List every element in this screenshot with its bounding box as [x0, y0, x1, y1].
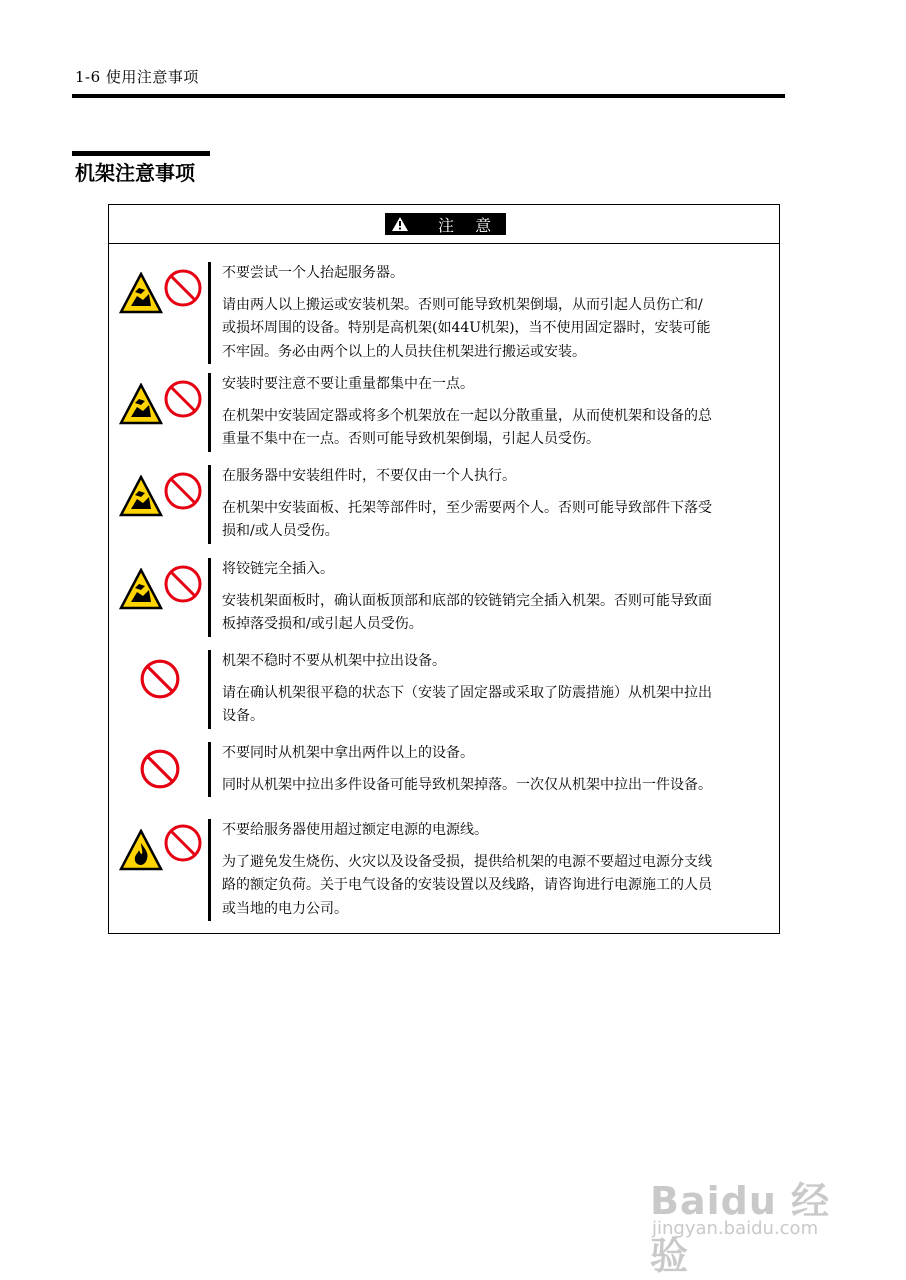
caution-item-line: 或损坏周围的设备。特别是高机架(如44U机架)，当不使用固定器时，安装可能 — [222, 320, 711, 336]
caution-item-line: 损和/或人员受伤。 — [222, 523, 339, 539]
caution-item-heading: 在服务器中安装组件时，不要仅由一个人执行。 — [222, 468, 516, 484]
caution-item-text — [208, 558, 777, 637]
caution-item-line: 在机架中安装固定器或将多个机架放在一起以分散重量，从而使机架和设备的总 — [222, 407, 712, 424]
caution-item-text — [208, 465, 777, 544]
caution-item-heading: 不要尝试一个人抬起服务器。 — [222, 265, 404, 281]
warning-triangle-icon — [392, 217, 408, 231]
caution-item-line: 或当地的电力公司。 — [222, 900, 348, 917]
caution-item-text — [208, 262, 777, 364]
caution-item-line: 为了避免发生烧伤、火灾以及设备受损，提供给机架的电源不要超过电源分支线 — [222, 853, 712, 870]
prohibited-icon — [163, 564, 203, 604]
header-rule — [72, 94, 785, 98]
caution-label-text: 注 意 — [438, 215, 500, 235]
caution-item-text — [208, 742, 777, 797]
section-title: 机架注意事项 — [75, 161, 195, 185]
pinch-hazard-icon — [119, 568, 163, 610]
caution-item-line: 板掉落受损和/或引起人员受伤。 — [222, 616, 423, 632]
caution-header — [109, 205, 779, 244]
caution-item-line: 路的额定负荷。关于电气设备的安装设置以及线路，请咨询进行电源施工的人员 — [222, 877, 712, 893]
caution-item-line: 设备。 — [222, 708, 264, 724]
caution-item-text — [208, 650, 777, 729]
caution-item-text — [208, 373, 777, 452]
caution-item-line: 请由两人以上搬运或安装机架。否则可能导致机架倒塌，从而引起人员伤亡和/ — [222, 296, 703, 313]
pinch-hazard-icon — [119, 475, 163, 517]
caution-item-text — [208, 819, 777, 921]
caution-item-heading: 机架不稳时不要从机架中拉出设备。 — [222, 653, 446, 669]
prohibited-icon — [139, 748, 181, 790]
caution-label — [385, 213, 506, 235]
prohibited-icon — [163, 379, 203, 419]
page-header-label: 1-6 使用注意事项 — [75, 68, 199, 86]
caution-item-line: 不牢固。务必由两个以上的人员扶住机架进行搬运或安装。 — [222, 343, 586, 360]
caution-item-line: 安装机架面板时，确认面板顶部和底部的铰链销完全插入机架。否则可能导致面 — [222, 592, 712, 609]
fire-hazard-icon — [119, 829, 163, 871]
caution-item-line: 重量不集中在一点。否则可能导致机架倒塌，引起人员受伤。 — [222, 431, 600, 447]
caution-item-line: 同时从机架中拉出多件设备可能导致机架掉落。一次仅从机架中拉出一件设备。 — [222, 776, 712, 793]
prohibited-icon — [139, 658, 181, 700]
prohibited-icon — [163, 268, 203, 308]
watermark-sub-text: jingyan.baidu.com — [652, 1218, 819, 1239]
pinch-hazard-icon — [119, 383, 163, 425]
caution-item-heading: 不要给服务器使用超过额定电源的电源线。 — [222, 822, 488, 838]
watermark-main-text: Baidu 经验 — [650, 1179, 831, 1278]
pinch-hazard-icon — [119, 272, 163, 314]
section-title-bar — [72, 151, 210, 156]
caution-item-line: 在机架中安装面板、托架等部件时，至少需要两个人。否则可能导致部件下落受 — [222, 499, 712, 516]
baidu-watermark — [640, 1150, 860, 1278]
caution-item-heading: 不要同时从机架中拿出两件以上的设备。 — [222, 745, 474, 761]
prohibited-icon — [163, 471, 203, 511]
prohibited-icon — [163, 823, 203, 863]
caution-box — [108, 204, 780, 934]
caution-item-heading: 将铰链完全插入。 — [222, 561, 334, 577]
caution-item-line: 请在确认机架很平稳的状态下（安装了固定器或采取了防震措施）从机架中拉出 — [222, 684, 712, 701]
caution-item-heading: 安装时要注意不要让重量都集中在一点。 — [222, 376, 474, 392]
